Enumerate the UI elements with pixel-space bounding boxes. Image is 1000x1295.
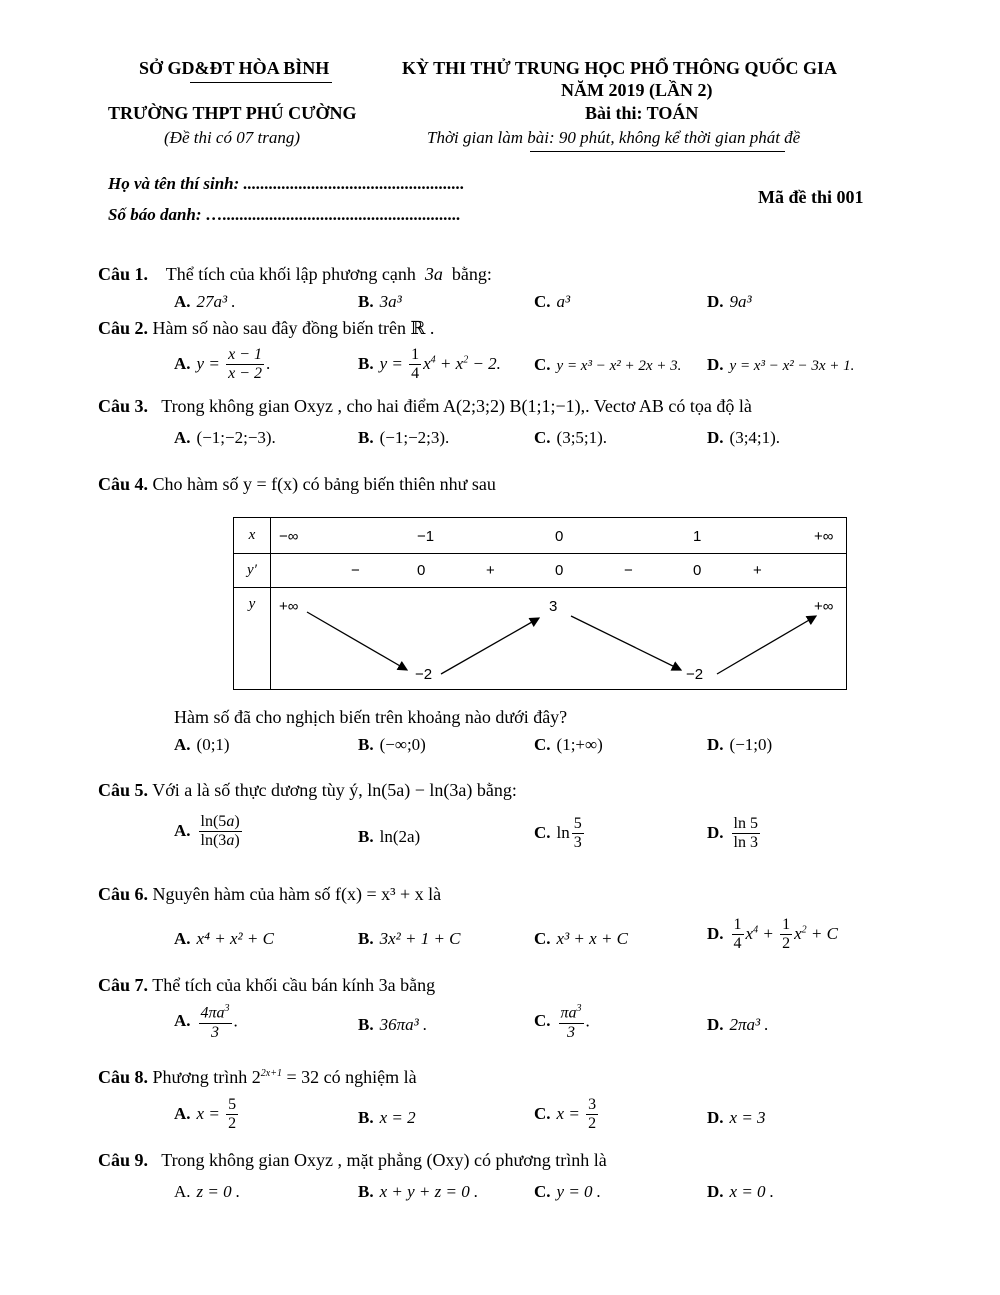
question-number: Câu 1. <box>98 264 149 284</box>
x-val: 1 <box>693 528 702 545</box>
q3-option-a[interactable]: A. (−1;−2;−3). <box>174 428 276 447</box>
x-val: +∞ <box>814 528 834 545</box>
department: SỞ GD&ĐT HÒA BÌNH <box>139 58 330 78</box>
q2-option-d[interactable]: D. y = x³ − x² − 3x + 1. <box>707 355 855 374</box>
q8-option-c[interactable]: C. x = $\frac{3}{2}$ <box>534 1096 597 1133</box>
row-label-yprime: y′ <box>234 554 271 588</box>
q8-option-b[interactable]: B. x = 2 <box>358 1108 416 1127</box>
exam-title: KỲ THI THỬ TRUNG HỌC PHỔ THÔNG QUỐC GIA <box>402 58 838 78</box>
row-label-x: x <box>234 518 271 554</box>
q2-option-b[interactable]: B. y = $\frac{1}{4}$ $x^4 + x^2 - 2$. <box>358 346 501 383</box>
q5-option-d[interactable]: D. $\frac{\ln 5}{\ln 3}$ <box>707 815 758 852</box>
q7-option-b[interactable]: B. 36πa³ . <box>358 1015 428 1034</box>
question-6: Câu 6. Nguyên hàm của hàm số f(x) = x³ + x là <box>98 884 442 904</box>
q4-option-a[interactable]: A. (0;1) <box>174 735 230 754</box>
q4-option-d[interactable]: D. (−1;0) <box>707 735 773 754</box>
q7-option-a[interactable]: A. $\frac{4\pi a^3}{3}$ . <box>174 1003 238 1041</box>
question-7: Câu 7. Thể tích của khối cầu bán kính 3a bằng <box>98 975 436 995</box>
exam-year: NĂM 2019 (LẦN 2) <box>561 80 713 100</box>
id-field: Số báo danh: …........................................................ <box>108 205 461 224</box>
x-val: 0 <box>555 528 564 545</box>
time-underline <box>530 151 785 152</box>
question-8: Câu 8. Phương trình $2^{2x+1} = 32$ có nghiệm là <box>98 1067 417 1087</box>
department-underline <box>190 82 332 83</box>
pages-note: (Đề thi có 07 trang) <box>164 128 300 147</box>
question-tail: bằng: <box>451 264 492 284</box>
q7-option-c[interactable]: C. $\frac{\pi a^3}{3}$ . <box>534 1003 590 1041</box>
q8-option-a[interactable]: A. x = $\frac{5}{2}$ <box>174 1096 237 1133</box>
q9-option-a[interactable]: A. z = 0 . <box>174 1182 241 1201</box>
question-2: Câu 2. Hàm số nào sau đây đồng biến trên ℝ . <box>98 318 435 338</box>
q4-option-c[interactable]: C. (1;+∞) <box>534 735 603 754</box>
variation-arrows <box>271 588 847 691</box>
row-label-y: y <box>234 588 271 690</box>
q5-option-c[interactable]: C. ln $\frac{5}{3}$ <box>534 815 582 852</box>
question-4: Câu 4. Cho hàm số y = f(x) có bảng biến thiên như sau <box>98 474 496 494</box>
question-3: Câu 3. Trong không gian Oxyz , cho hai điểm A(2;3;2) B(1;1;−1),. Vectơ AB có tọa độ là <box>98 396 752 416</box>
q6-option-a[interactable]: A. x⁴ + x² + C <box>174 929 274 948</box>
q2-option-c[interactable]: C. y = x³ − x² + 2x + 3. <box>534 355 682 374</box>
q2-option-a[interactable]: A. y = $\frac{x - 1}{x - 2}$ . <box>174 346 271 383</box>
name-field: Họ và tên thí sinh: .................................................... <box>108 174 465 193</box>
q6-option-d[interactable]: D. $\frac{1}{4}$ $x^4$ + $\frac{1}{2}$ $x^2 + C$ <box>707 916 838 953</box>
q6-option-b[interactable]: B. 3x² + 1 + C <box>358 929 461 948</box>
q4-option-b[interactable]: B. (−∞;0) <box>358 735 426 754</box>
q8-option-d[interactable]: D. x = 3 <box>707 1108 766 1127</box>
question-1 <box>98 264 492 285</box>
q1-option-c[interactable]: C. a³ <box>534 292 571 311</box>
q1-option-d[interactable]: D. 9a³ <box>707 292 752 311</box>
q3-option-d[interactable]: D. (3;4;1). <box>707 428 781 447</box>
question-9: Câu 9. Trong không gian Oxyz , mặt phẳng (Oxy) có phương trình là <box>98 1150 607 1170</box>
subject: Bài thi: TOÁN <box>585 103 699 123</box>
q3-option-c[interactable]: C. (3;5;1). <box>534 428 608 447</box>
variation-table: x −∞ −1 0 1 +∞ y′ − 0 + 0 − 0 + y +∞ 3 +∞ −2 −2 <box>233 517 847 690</box>
q7-option-d[interactable]: D. 2πa³ . <box>707 1015 769 1034</box>
q1-option-a[interactable]: A. 27a³ . <box>174 292 236 311</box>
exam-code: Mã đề thi 001 <box>758 187 864 207</box>
x-val: −∞ <box>279 528 299 545</box>
q9-option-c[interactable]: C. y = 0 . <box>534 1182 602 1201</box>
x-val: −1 <box>417 528 435 545</box>
q1-option-b[interactable]: B. 3a³ <box>358 292 402 311</box>
question-5: Câu 5. Với a là số thực dương tùy ý, ln(5a) − ln(3a) bằng: <box>98 780 517 800</box>
time-note: Thời gian làm bài: 90 phút, không kể thời gian phát đề <box>427 128 801 147</box>
q6-option-c[interactable]: C. x³ + x + C <box>534 929 629 948</box>
q9-option-b[interactable]: B. x + y + z = 0 . <box>358 1182 479 1201</box>
question-text: Thể tích của khối lập phương cạnh <box>165 264 416 284</box>
q3-option-b[interactable]: B. (−1;−2;3). <box>358 428 450 447</box>
q9-option-d[interactable]: D. x = 0 . <box>707 1182 775 1201</box>
question-4-prompt: Hàm số đã cho nghịch biến trên khoảng nào dưới đây? <box>174 707 568 727</box>
q5-option-a[interactable]: A. $\frac{\ln(5a)}{\ln(3a)}$ <box>174 813 240 850</box>
question-var: 3a <box>424 264 443 284</box>
school: TRƯỜNG THPT PHÚ CƯỜNG <box>108 103 357 123</box>
q5-option-b[interactable]: B. ln(2a) <box>358 827 421 846</box>
